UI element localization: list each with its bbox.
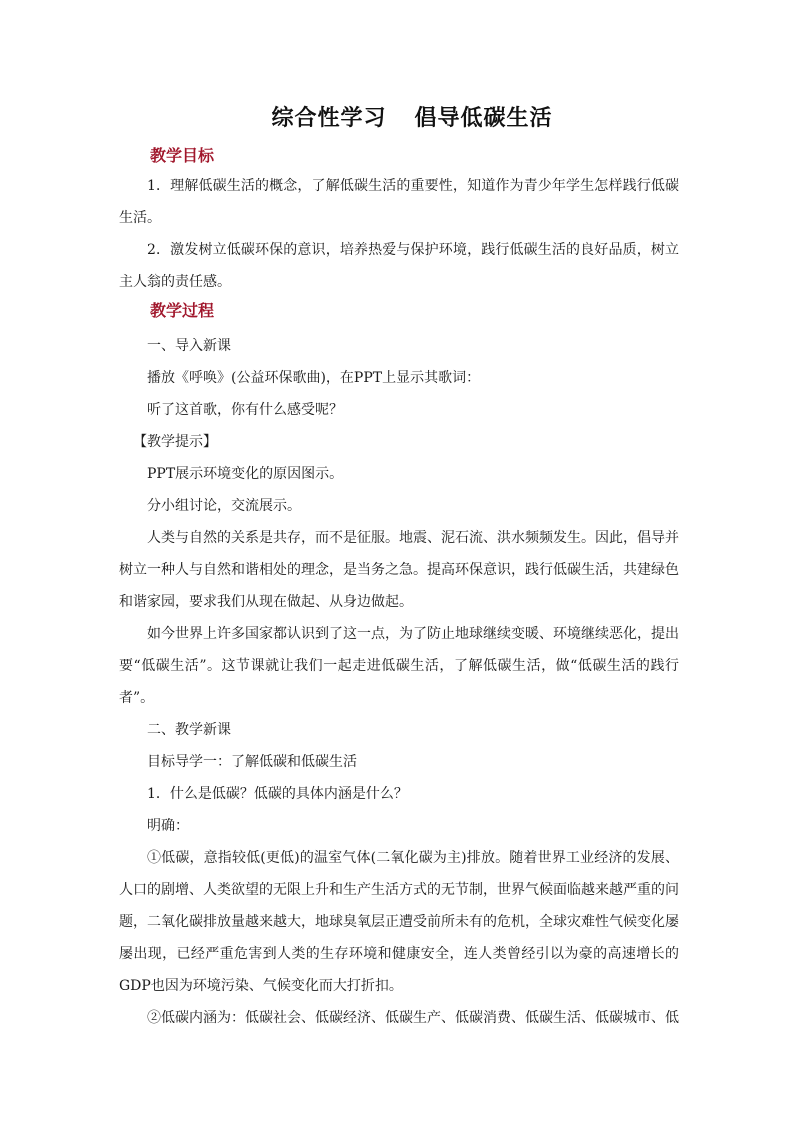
goal-paragraph-1: 1．理解低碳生活的概念，了解低碳生活的重要性，知道作为青少年学生怎样践行低碳生活。 xyxy=(119,178,679,226)
paragraph: 人类与自然的关系是共存，而不是征服。地震、泥石流、洪水频频发生。因此，倡导并树立一种人与自然和谐相处的理念，是当务之急。提高环保意识，践行低碳生活，共建绿色和谐家园，要求我们从现在做起、从身边做起。 xyxy=(119,530,679,610)
goal-paragraph-2: 2．激发树立低碳环保的意识，培养热爱与保护环境，践行低碳生活的良好品质，树立主人翁的责任感。 xyxy=(119,242,679,290)
paragraph: ②低碳内涵为：低碳社会、低碳经济、低碳生产、低碳消费、低碳生活、低碳城市、低 xyxy=(147,1010,679,1026)
paragraph: 目标导学一：了解低碳和低碳生活 xyxy=(147,754,357,770)
section-heading-process: 教学过程 xyxy=(150,301,215,320)
paragraph: ①低碳，意指较低(更低)的温室气体(二氧化碳为主)排放。随着世界工业经济的发展、人口的剧增、人类欲望的无限上升和生产生活方式的无节制，世界气候面临越来越严重的问题，二氧化碳排放量越来越大，地球臭氧层正遭受前所未有的危机，全球灾难性气候变化屡屡出现，已经严重危害到人类的生存环境和健康安全，连人类曾经引以为豪的高速增长的GDP也因为环境污染、气候变化而大打折扣。 xyxy=(119,850,679,994)
document-title xyxy=(0,101,794,132)
paragraph: 如今世界上许多国家都认识到了这一点，为了防止地球继续变暖、环境继续恶化，提出要“低碳生活”。这节课就让我们一起走进低碳生活，了解低碳生活，做“低碳生活的践行者”。 xyxy=(119,626,679,706)
teaching-tip-label: 【教学提示】 xyxy=(133,434,217,450)
paragraph: 播放《呼唤》(公益环保歌曲)，在PPT上显示其歌词： xyxy=(147,370,481,386)
section-heading-goals: 教学目标 xyxy=(150,146,215,165)
paragraph: 听了这首歌，你有什么感受呢？ xyxy=(147,402,343,418)
title-part-1: 综合性学习 xyxy=(271,105,387,131)
heading-new-lesson: 二、教学新课 xyxy=(147,722,231,738)
heading-intro: 一、导入新课 xyxy=(147,338,231,354)
paragraph: 分小组讨论，交流展示。 xyxy=(147,498,301,514)
paragraph: PPT展示环境变化的原因图示。 xyxy=(147,466,344,482)
paragraph: 明确： xyxy=(147,818,189,834)
title-part-2: 倡导低碳生活 xyxy=(414,105,553,131)
question: 1．什么是低碳？低碳的具体内涵是什么？ xyxy=(147,786,408,802)
